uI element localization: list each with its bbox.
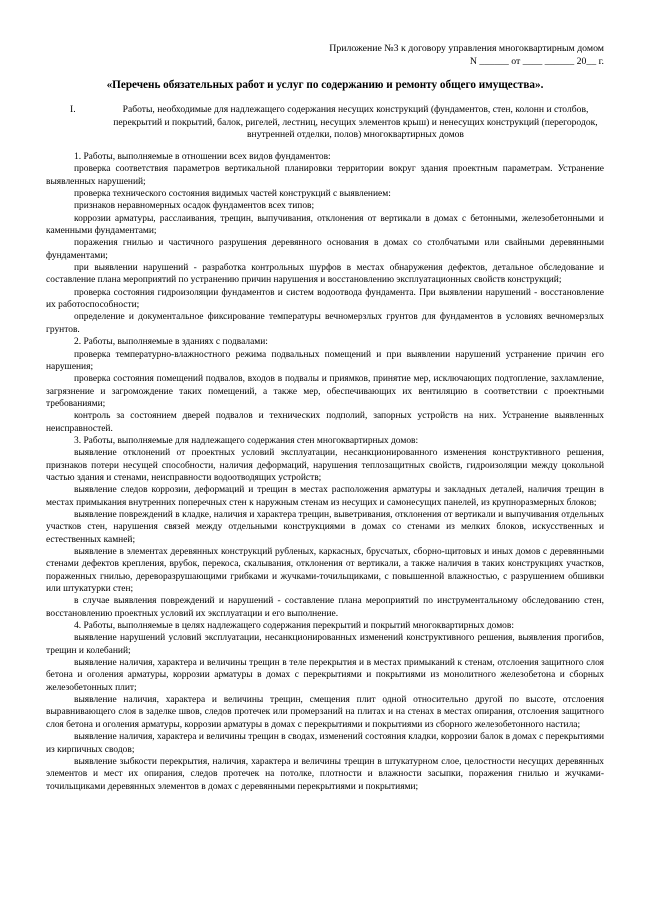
paragraph: коррозии арматуры, расслаивания, трещин, выпучивания, отклонения от вертикали в домах с бетонными, железобетонными и каменными фундаментами; [46,213,604,237]
paragraph: проверка соответствия параметров вертикальной планировки территории вокруг здания проектным параметрам. Устранение выявленных нарушений; [46,164,604,187]
paragraph: выявление следов коррозии, деформаций и трещин в местах расположения арматуры и закладных деталей, наличия трещин в местах примыкания внутренних поперечных стен к наружным стенам из несущих и самонесущих панелей, из крупноразмерных блоков; [46,485,604,508]
section-heading [70,104,605,142]
document-body [46,151,604,793]
paragraph: 2. Работы, выполняемые в зданиях с подвалами: [74,337,268,348]
paragraph: выявление наличия, характера и величины трещин, смещения плит одной относительно другой по высоте, отслоения выравнивающего слоя в заделке швов, следов протечек или промерзаний на плитах и на стенах в местах опирания, отслоения защитного слоя бетона и оголения арматуры, коррозии арматуры в домах с перекрытиями и покрытиями из сборного железобетонного настила; [46,695,604,730]
paragraph: выявление нарушений условий эксплуатации, несанкционированных изменений конструктивного решения, выявления прогибов, трещин и колебаний; [46,633,604,656]
paragraph: 3. Работы, выполняемые для надлежащего содержания стен многоквартирных домов: [74,435,419,446]
paragraph: выявление повреждений в кладке, наличия и характера трещин, выветривания, отклонения от вертикали и выпучивания отдельных участков стен, нарушения связей между отдельными конструкциями в домах со стенами из мелких блоков, искусственных и естественных камней; [46,509,604,545]
paragraph: в случае выявления повреждений и нарушений - составление плана мероприятий по инструментальному обследованию стен, восстановлению проектных условий их эксплуатации и его выполнение. [46,596,604,619]
paragraph: проверка состояния помещений подвалов, входов в подвалы и приямков, принятие мер, исключающих подтопление, захламление, загрязнение и загромождение таких помещений, а также мер, обеспечивающих их вентиляцию в соответствии с проектными требованиями; [46,374,604,409]
paragraph: выявление наличия, характера и величины трещин в теле перекрытия и в местах примыканий к стенам, отслоения защитного слоя бетона и оголения арматуры, коррозии арматуры в домах с перекрытиями и покрытиями из монолитного железобетона и сборных железобетонных плит; [46,658,604,693]
contract-number-line: N ______ от ____ ______ 20__ г. [469,56,604,67]
appendix-header: Приложение №3 к договору управления многоквартирным домом [329,43,604,54]
paragraph: определение и документальное фиксирование температуры вечномерзлых грунтов для фундаментов в условиях вечномерзлых грунтов. [46,312,604,335]
section-text: Работы, необходимые для надлежащего содержания несущих конструкций (фундаментов, стен, колонн и столбов, перекрытий и покрытий, балок, ригелей, лестниц, несущих элементов крыш) и ненесущих конструкций (перегородок, внутренней отделки, полов) многоквартирных домов [113,104,598,141]
paragraph: при выявлении нарушений - разработка контрольных шурфов в местах обнаружения дефектов, детальное обследование и составление плана мероприятий по устранению причин нарушения и восстановлению эксплуатационных свойств конструкций; [46,263,604,286]
paragraph: 4. Работы, выполняемые в целях надлежащего содержания перекрытий и покрытий многоквартирных домов: [74,621,514,632]
paragraph: выявление отклонений от проектных условий эксплуатации, несанкционированного изменения конструктивного решения, признаков потери несущей способности, наличия деформаций, нарушения теплозащитных свойств, гидроизоляции между цокольной частью здания и стенами, неисправности водоотводящих устройств; [46,448,604,483]
paragraph: признаков неравномерных осадок фундаментов всех типов; [74,201,315,212]
paragraph: контроль за состоянием дверей подвалов и технических подполий, запорных устройств на них. Устранение выявленных неисправностей. [46,411,604,434]
paragraph: выявление наличия, характера и величины трещин в сводах, изменений состояния кладки, коррозии балок в домах с перекрытиями из кирпичных сводов; [46,732,604,755]
paragraph: 1. Работы, выполняемые в отношении всех видов фундаментов: [74,152,331,162]
paragraph: выявление в элементах деревянных конструкций рубленых, каркасных, брусчатых, сборно-щитовых и иных домов с деревянными стенами дефектов крепления, врубок, перекоса, скалывания, отклонения от вертикали, а также наличия в таких конструкциях участков, пораженных гнилью, дереворазрушающими грибками и жучками-точильщиками, с повышенной влажностью, с разрушением обшивки или штукатурки стен; [46,547,604,595]
section-number: I. [70,104,76,115]
paragraph: проверка состояния гидроизоляции фундаментов и систем водоотвода фундамента. При выявлении нарушений - восстановление их работоспособности; [46,287,604,311]
paragraph: проверка технического состояния видимых частей конструкций с выявлением: [74,189,391,200]
document-title: «Перечень обязательных работ и услуг по содержанию и ремонту общего имущества». [106,79,544,91]
paragraph: выявление зыбкости перекрытия, наличия, характера и величины трещин в штукатурном слое, целостности несущих деревянных элементов и мест их опирания, следов протечек на потолке, плотности и влажности засыпки, поражения гнилью и жучками-точильщиками деревянных элементов в домах с деревянными перекрытиями и покрытиями; [46,756,604,792]
paragraph: проверка температурно-влажностного режима подвальных помещений и при выявлении нарушений устранение причин его нарушения; [46,349,604,372]
paragraph: поражения гнилью и частичного разрушения деревянного основания в домах со столбчатыми или свайными деревянными фундаментами; [46,238,604,261]
